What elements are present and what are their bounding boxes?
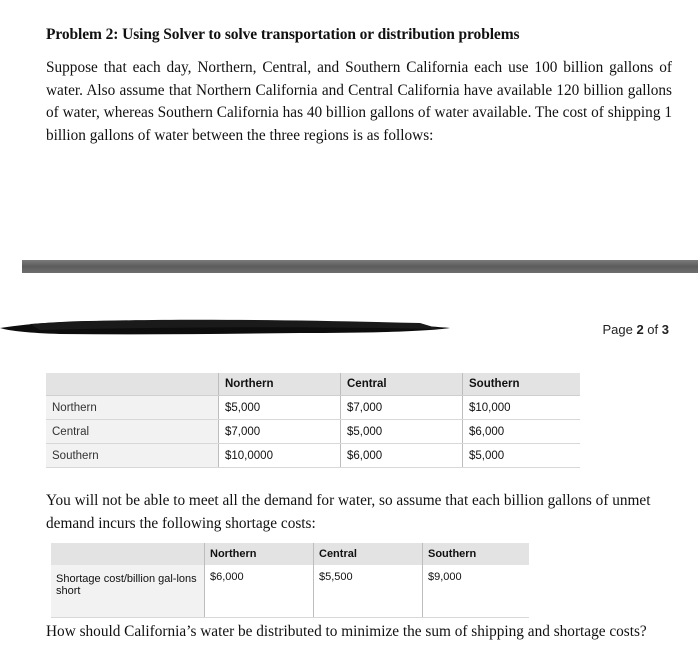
page-of: of — [643, 322, 662, 337]
corner-header — [51, 543, 205, 565]
table-cell: $7,000 — [219, 420, 341, 444]
table-row — [46, 444, 580, 468]
table-cell: $10,000 — [463, 396, 581, 420]
row-header: Northern — [46, 396, 219, 420]
question-text: How should California’s water be distributed to minimize the sum of shipping and shortage costs? — [46, 623, 647, 640]
table-cell: $6,000 — [341, 444, 463, 468]
table-cell: $5,000 — [341, 420, 463, 444]
table-cell: $6,000 — [205, 565, 314, 618]
page-number — [602, 322, 669, 337]
table-header-row — [51, 543, 529, 565]
table-header-row — [46, 373, 580, 396]
shortage-cost-table — [51, 543, 529, 618]
row-header: Southern — [46, 444, 219, 468]
table-cell: $5,000 — [219, 396, 341, 420]
table-cell: $5,000 — [463, 444, 581, 468]
table-row — [46, 396, 580, 420]
problem-intro: Suppose that each day, Northern, Central, and Southern California each use 100 billion gallons of water. Also assume that Northern California and Central California have available 120 billion gallons of water, whereas Southern California has 40 billion gallons of water available. The cost of shipping 1 billion gallons of water between the three regions is as follows: — [46, 59, 672, 144]
row-header: Shortage cost/billion gal-lons short — [51, 565, 205, 618]
table-cell: $10,0000 — [219, 444, 341, 468]
column-header-central: Central — [314, 543, 423, 565]
table-cell: $5,500 — [314, 565, 423, 618]
page-total: 3 — [661, 322, 669, 337]
table-cell: $7,000 — [341, 396, 463, 420]
table-cell: $6,000 — [463, 420, 581, 444]
table-row — [51, 565, 529, 618]
shipping-cost-table — [46, 373, 580, 468]
page-divider — [22, 260, 698, 273]
page-prefix: Page — [602, 322, 637, 337]
problem-title: Problem 2: Using Solver to solve transportation or distribution problems — [46, 26, 520, 43]
row-header: Central — [46, 420, 219, 444]
shortage-text: You will not be able to meet all the demand for water, so assume that each billion gallons of unmet demand incurs the following shortage costs: — [46, 492, 651, 532]
table-cell: $9,000 — [423, 565, 530, 618]
corner-header — [46, 373, 219, 396]
column-header-northern: Northern — [205, 543, 314, 565]
table-row — [46, 420, 580, 444]
column-header-central: Central — [341, 373, 463, 396]
page-current: 2 — [636, 322, 644, 337]
redaction-mark — [0, 318, 450, 338]
column-header-southern: Southern — [463, 373, 581, 396]
column-header-northern: Northern — [219, 373, 341, 396]
column-header-southern: Southern — [423, 543, 530, 565]
